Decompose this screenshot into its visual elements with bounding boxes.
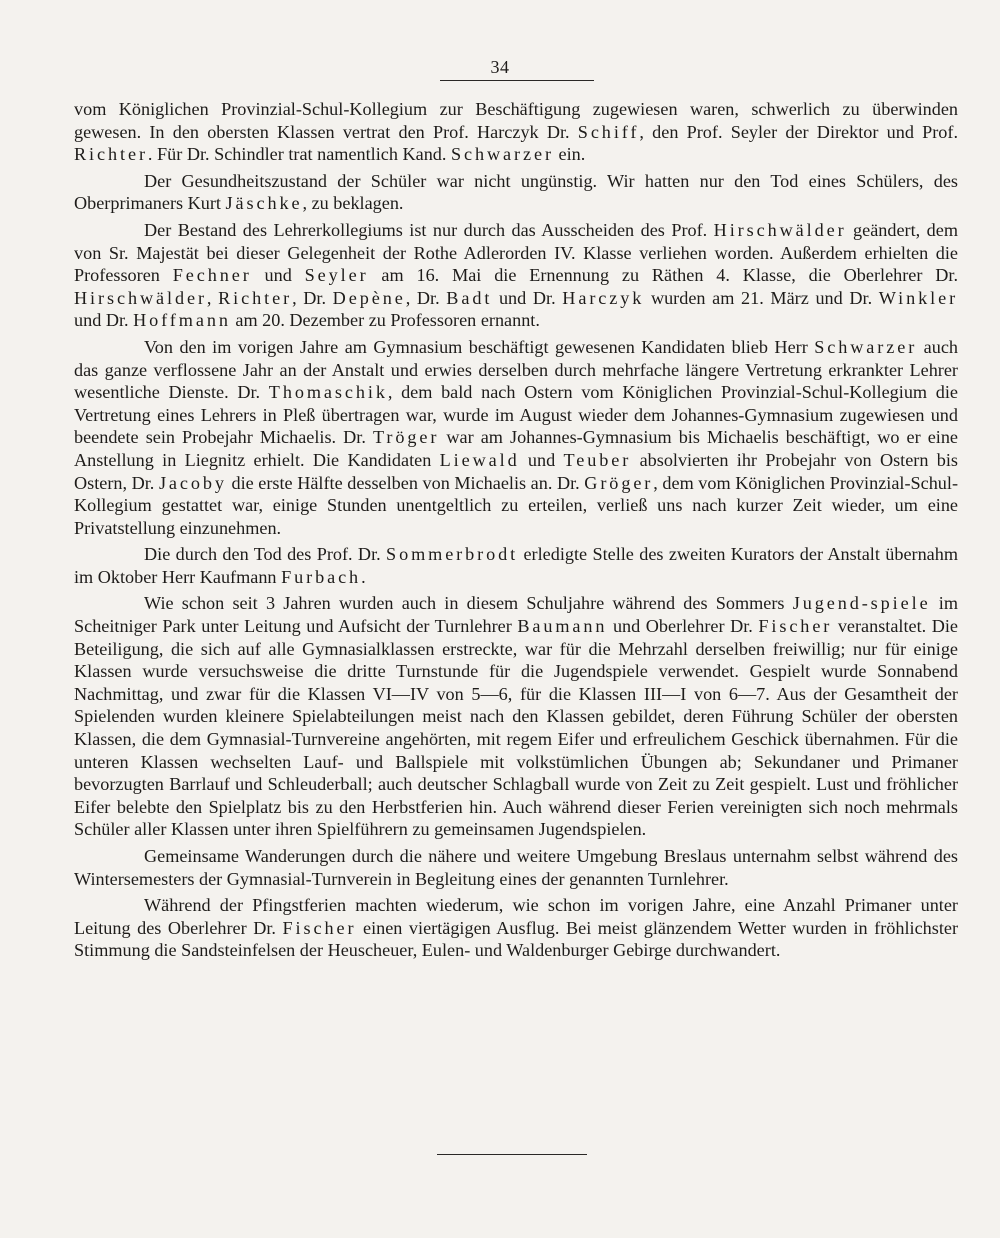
spaced-name: Thomaschik	[268, 382, 388, 403]
text-run: im Scheitniger Park unter Leitung und Aufsicht der Turnlehrer	[74, 593, 959, 637]
spaced-name: Schwarzer	[450, 144, 554, 165]
text-run: ein.	[553, 144, 586, 165]
spaced-name: Harczyk	[562, 287, 645, 308]
text-run: absolvierten ihr Probejahr von Ostern bis Ostern, Dr.	[74, 449, 958, 493]
text-run: Wie schon seit 3 Jahren wurden auch in diesem Schuljahre während des Sommers	[144, 593, 793, 614]
paragraph	[74, 98, 958, 166]
text-run: am 20. Dezember zu Professoren ernannt.	[230, 310, 540, 331]
spaced-name: Jäschke	[225, 193, 303, 214]
spaced-name: Hoffmann	[133, 310, 231, 331]
spaced-name: Fischer	[758, 616, 833, 637]
text-run: vom Königlichen Provinzial-Schul-Kollegium zur Beschäftigung zugewiesen waren, schwerlich zu überwinden gewesen. In den obersten Klassen vertrat den Prof. Harczyk Dr.	[74, 99, 958, 142]
body-text	[74, 98, 958, 966]
text-run: und	[519, 449, 564, 470]
spaced-name: Hirschwälder	[74, 287, 207, 308]
spaced-name: Liewald	[439, 449, 520, 470]
text-run: und Dr.	[492, 287, 563, 308]
footer-rule	[437, 1154, 587, 1155]
spaced-name: Winkler	[878, 287, 959, 308]
text-run: einen viertägigen Ausflug. Bei meist glänzendem Wetter wurden in fröhlichster Stimmung die Sandsteinfelsen der Heuscheuer, Eulen- und Waldenburger Gebirge durchwandert.	[74, 917, 959, 961]
spaced-name: Depène	[332, 287, 406, 308]
text-run: die erste Hälfte desselben von Michaelis an. Dr.	[226, 472, 585, 493]
text-run: Der Bestand des Lehrerkollegiums ist nur durch das Ausscheiden des Prof.	[144, 219, 714, 240]
text-run: geändert, dem von Sr. Majestät bei dieser Gelegenheit der Rothe Adlerorden IV. Klasse verliehen worden. Außerdem erhielten die Professoren	[74, 219, 958, 286]
text-run: .	[361, 566, 366, 587]
page-number: 34	[490, 57, 510, 77]
spaced-name: Tröger	[372, 427, 440, 448]
spaced-name: Teuber	[563, 449, 632, 470]
spaced-name: Baumann	[517, 616, 608, 637]
text-run: . Für Dr. Schindler trat namentlich Kand.	[147, 144, 451, 165]
text-run: , dem vom Königlichen Provinzial-Schul-Kollegium gestattet war, einige Stunden unentgeltlich zu erteilen, verließ uns nach kurzer Zeit wieder, um eine Privatstellung einzunehmen.	[74, 472, 958, 538]
text-run: wurden am 21. März und Dr.	[644, 287, 879, 308]
text-run: Während der Pfingstferien machten wiederum, wie schon im vorigen Jahre, eine Anzahl Primaner unter Leitung des Oberlehrer Dr.	[74, 895, 958, 938]
text-run: Gemeinsame Wanderungen durch die nähere und weitere Umgebung Breslaus unternahm selbst während des Wintersemesters der Gymnasial-Turnverein in Begleitung eines der genannten Turnlehrer.	[74, 846, 958, 889]
header-rule	[440, 80, 594, 81]
spaced-name: Sommerbrodt	[386, 544, 519, 565]
spaced-name: Jacoby	[158, 472, 227, 493]
spaced-name: Seyler	[304, 265, 369, 286]
spaced-name: Schiff	[577, 121, 640, 142]
spaced-name: Gröger	[584, 472, 654, 493]
spaced-name: Furbach	[281, 566, 362, 587]
text-run: war am Johannes-Gymnasium bis Michaelis beschäftigt, wo er eine Anstellung in Liegnitz erhielt. Die Kandidaten	[74, 427, 958, 470]
text-run: ,	[206, 287, 219, 308]
text-run: , zu beklagen.	[302, 193, 404, 214]
paragraph	[74, 845, 958, 890]
text-run: , Dr.	[405, 287, 447, 308]
spaced-name: Fischer	[282, 917, 357, 938]
spaced-name: Schwarzer	[814, 336, 918, 357]
text-run: und Dr.	[74, 310, 134, 331]
spaced-name: Fechner	[172, 265, 252, 286]
text-run: und	[251, 265, 305, 286]
text-run: erledigte Stelle des zweiten Kurators der Anstalt übernahm im Oktober Herr Kaufmann	[74, 544, 958, 587]
text-run: veranstaltet. Die Beteiligung, die sich auf alle Gymnasialklassen erstreckte, war für die Mehrzahl derselben freiwillig; nur für einige Klassen wurde versuchsweise die dritte Turnstunde für die Jugendspiele verwendet. Gespielt wurde Sonnabend Nachmittag, und zwar für die Klassen VI—IV von 5—6, für die Klassen III—I von 6—7. Aus der Gesamtheit der Spielenden wurden kleinere Spielabteilungen meist nach den Klassen gebildet, deren Führung Schüler der obersten Klassen, die dem Gymnasial-Turnvereine angehörten, mit regem Eifer und erfreulichem Geschick übernahmen. Für die unteren Klassen wechselten Lauf- und Ballspiele mit volkstümlichen Übungen ab; Sekundaner und Primaner bevorzugten Barrlauf und Schleuderball; auch deutscher Schlagball wurde von Zeit zu Zeit gespielt. Lust und fröhlicher Eifer belebte den Spielplatz bis zu den Herbstferien hin. Auch während dieser Ferien vereinigten sich noch mehrmals Schüler aller Klassen unter ihren Spielführern zu gemeinsamen Jugendspielen.	[74, 616, 958, 840]
text-run: am 16. Mai die Ernennung zu Räthen 4. Klasse, die Oberlehrer Dr.	[368, 265, 959, 286]
spaced-name: Jugend-spiele	[792, 593, 931, 614]
spaced-name: Hirschwälder	[713, 219, 847, 240]
text-run: und Oberlehrer Dr.	[607, 616, 759, 637]
text-run: Die durch den Tod des Prof. Dr.	[144, 544, 387, 565]
paragraph	[74, 894, 958, 962]
paragraph	[74, 543, 958, 588]
text-run: Der Gesundheitszustand der Schüler war nicht ungünstig. Wir hatten nur den Tod eines Schülers, des Oberprimaners Kurt	[74, 170, 958, 214]
text-run: Von den im vorigen Jahre am Gymnasium beschäftigt gewesenen Kandidaten blieb Herr	[144, 336, 815, 357]
paragraph	[74, 170, 958, 215]
paragraph	[74, 336, 958, 539]
text-run: , dem bald nach Ostern vom Königlichen Provinzial-Schul-Kollegium die Vertretung eines Lehrers in Pleß übertragen war, wurde im August wieder dem Johannes-Gymnasium zugewiesen und beendete sein Probejahr Michaelis. Dr.	[74, 382, 958, 448]
text-run: auch das ganze verflossene Jahr an der Anstalt und erwies derselben durch mehrfache längere Vertretung erkrankter Lehrer wesentliche Dienste. Dr.	[74, 336, 958, 403]
spaced-name: Badt	[446, 287, 493, 308]
spaced-name: Richter	[74, 144, 148, 165]
spaced-name: Richter	[218, 287, 293, 308]
paragraph	[74, 219, 958, 332]
text-run: , den Prof. Seyler der Direktor und Prof.	[639, 121, 958, 142]
paragraph	[74, 592, 958, 841]
text-run: , Dr.	[292, 287, 333, 308]
